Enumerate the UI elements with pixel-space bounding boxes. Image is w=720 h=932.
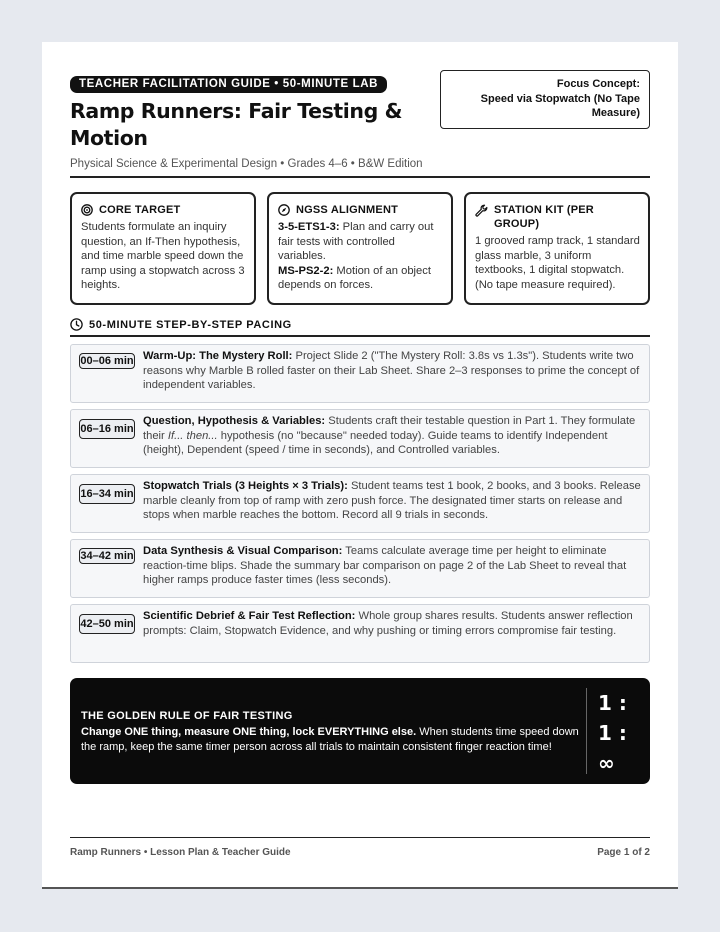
ratio-display [598,688,632,778]
step-description: Whole group shares results. Students answer reflection prompts: Claim, Stopwatch Evidence, and why pushing or timing errors compromise fair testing. [143,610,633,637]
compass-icon [278,204,290,216]
callout-divider [586,688,587,774]
step-title: Warm-Up: The Mystery Roll: [143,350,293,362]
ratio-part: 1 : [598,691,627,715]
step-title: Data Synthesis & Visual Comparison: [143,545,343,557]
step-emphasis: If... then... [167,429,218,442]
ngss-standard-1 [278,220,443,264]
target-icon [81,204,93,216]
golden-rule-callout [70,678,650,784]
pacing-heading [70,318,292,331]
header-divider [70,176,650,178]
card-title: CORE TARGET [99,204,181,216]
step-description: Project Slide 2 ("The Mystery Roll: 3.8s vs 1.3s"). Students write two reasons why Marble B rolled faster on their Lab Sheet. Share 2–3 responses to prime the concept of independent variables. [143,350,640,391]
pacing-step [70,539,650,598]
time-badge: 42–50 min [79,614,135,634]
ratio-part: ∞ [598,751,615,775]
pacing-step [70,409,650,468]
standard-code: MS-PS2-2: [278,264,334,277]
card-title: NGSS ALIGNMENT [296,204,399,216]
standard-text: Plan and carry out fair tests with controlled variables. [278,221,434,262]
time-badge: 16–34 min [79,484,135,504]
step-description: Student teams test 1 book, 2 books, and 3 books. Release marble cleanly from top of ramp with zero push force. The designated timer starts on release and stops when marble reaches the bottom. Record all 9 trials in seconds. [143,480,641,521]
document-page [42,42,678,889]
standard-code: 3-5-ETS1-3: [278,221,340,233]
step-text [143,414,645,458]
step-text [143,479,645,523]
card-text: Students formulate an inquiry question, an If-Then hypothesis, and time marble speed down the ramp using a stopwatch across 3 heights. [81,221,245,291]
step-title: Stopwatch Trials (3 Heights × 3 Trials): [143,480,348,492]
eyebrow-badge: TEACHER FACILITATION GUIDE • 50-MINUTE LAB [70,76,387,93]
card-station-kit [464,192,650,305]
pacing-divider [70,335,650,337]
standard-text: Motion of an object depends on forces. [278,264,431,291]
pacing-step [70,604,650,663]
pacing-heading-text: 50-MINUTE STEP-BY-STEP PACING [89,318,292,331]
page-subtitle: Physical Science & Experimental Design • Grades 4–6 • B&W Edition [70,158,423,170]
step-description: Students craft their testable question in Part 1. They formulate their [143,415,636,442]
step-title: Question, Hypothesis & Variables: [143,415,326,427]
page-footer [70,837,650,858]
page-title: Ramp Runners: Fair Testing & Motion [70,99,403,150]
page-number: Page 1 of 2 [597,847,650,858]
clock-icon [70,318,83,331]
card-text: 1 grooved ramp track, 1 standard glass marble, 3 uniform textbooks, 1 digital stopwatch. (No tape measure required). [475,235,640,291]
card-core-target [70,192,256,305]
pacing-step [70,474,650,533]
golden-rule-body: When students time speed down the ramp, keep the same timer person across all trials to maintain consistent finger reaction time! [81,726,579,753]
card-title: STATION KIT (PER GROUP) [494,204,594,230]
focus-concept-label: Focus Concept: [556,78,640,90]
wrench-icon [475,204,488,217]
card-ngss-alignment [267,192,453,305]
time-badge: 06–16 min [79,419,135,439]
golden-rule-bold: Change ONE thing, measure ONE thing, lock EVERYTHING else. [81,726,417,738]
ratio-part: 1 : [598,721,627,745]
focus-concept-box [440,70,650,129]
focus-concept-value: Speed via Stopwatch (No Tape Measure) [480,92,640,119]
ngss-standard-2 [278,264,443,293]
step-description: hypothesis (no "because" needed today). Guide teams to identify Independent (height), Dependent (speed / time in seconds), and Controlled variables. [143,429,608,456]
step-title: Scientific Debrief & Fair Test Reflection: [143,610,356,622]
golden-rule-text [81,725,581,754]
step-text [143,349,645,393]
time-badge: 00–06 min [80,355,134,367]
time-badge: 34–42 min [80,550,134,562]
golden-rule-title: THE GOLDEN RULE OF FAIR TESTING [81,710,293,722]
footer-title: Ramp Runners • Lesson Plan & Teacher Guide [70,847,291,858]
step-description: Teams calculate average time per height to eliminate reaction-time blips. Shade the summary bar comparison on page 2 of the Lab Sheet to reveal that higher ramps produce faster times (less seconds). [143,545,627,586]
pacing-step [70,344,650,403]
step-text [143,544,645,588]
step-text [143,609,645,638]
